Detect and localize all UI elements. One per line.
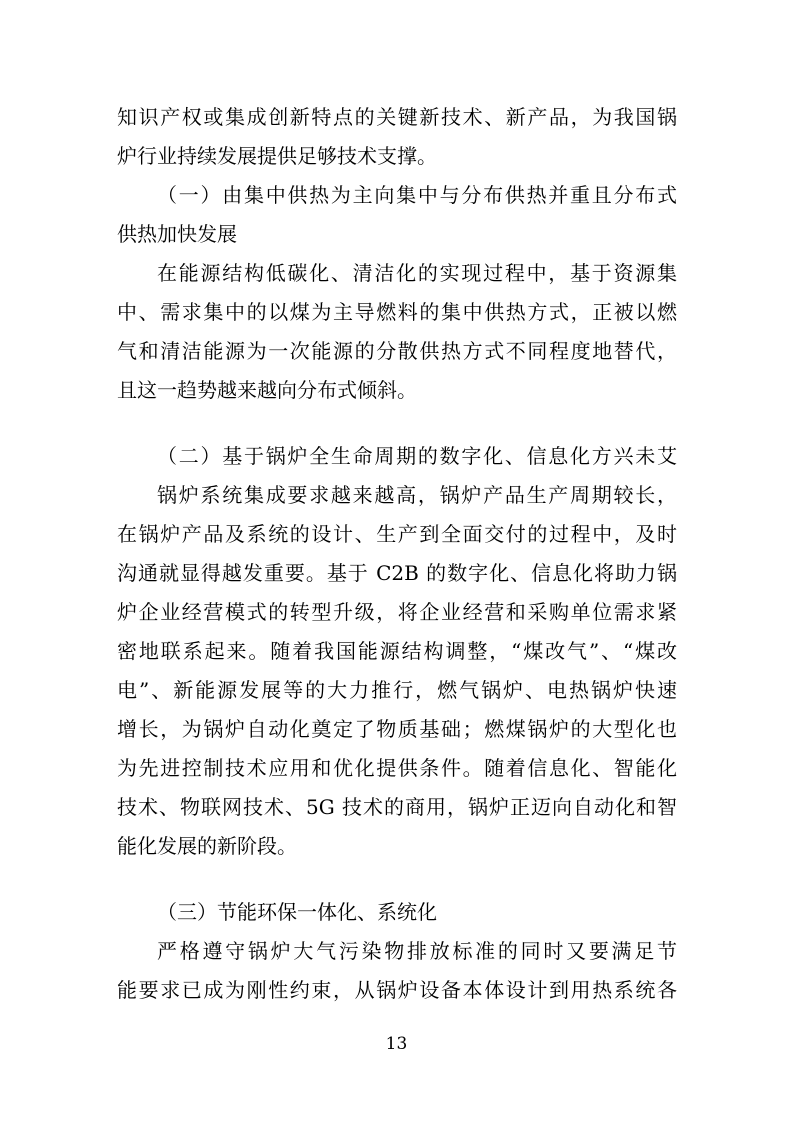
text-line: 沟通就显得越发重要。基于 C2B 的数字化、信息化将助力锅	[117, 561, 677, 585]
section-heading: （一）由集中供热为主向集中与分布供热并重且分布式	[157, 183, 677, 207]
text-line: 技术、物联网技术、5G 技术的商用，锅炉正迈向自动化和智	[117, 795, 677, 819]
text-line: 中、需求集中的以煤为主导燃料的集中供热方式，正被以燃	[117, 300, 677, 324]
text-line: 在能源结构低碳化、清洁化的实现过程中，基于资源集	[157, 261, 677, 285]
text-line: 能要求已成为刚性约束，从锅炉设备本体设计到用热系统各	[117, 978, 677, 1002]
section-heading: （二）基于锅炉全生命周期的数字化、信息化方兴未艾	[157, 444, 677, 468]
text-line: 气和清洁能源为一次能源的分散供热方式不同程度地替代，	[117, 339, 677, 363]
text-line: 为先进控制技术应用和优化提供条件。随着信息化、智能化	[117, 756, 677, 780]
text-line: 且这一趋势越来越向分布式倾斜。	[117, 378, 417, 402]
text-line: 能化发展的新阶段。	[117, 834, 297, 858]
text-line: 严格遵守锅炉大气污染物排放标准的同时又要满足节	[157, 939, 677, 963]
text-line: 炉企业经营模式的转型升级，将企业经营和采购单位需求紧	[117, 600, 677, 624]
text-line: 知识产权或集成创新特点的关键新技术、新产品，为我国锅	[117, 105, 677, 129]
text-line: 锅炉系统集成要求越来越高，锅炉产品生产周期较长，	[157, 483, 677, 507]
text-line: 密地联系起来。随着我国能源结构调整，“煤改气”、“煤改	[117, 639, 677, 663]
section-heading-continuation: 供热加快发展	[117, 222, 237, 246]
page-number: 13	[385, 1034, 408, 1054]
text-line: 电”、新能源发展等的大力推行，燃气锅炉、电热锅炉快速	[117, 678, 677, 702]
section-heading: （三）节能环保一体化、系统化	[157, 900, 437, 924]
text-line: 在锅炉产品及系统的设计、生产到全面交付的过程中，及时	[117, 522, 677, 546]
text-line: 增长，为锅炉自动化奠定了物质基础；燃煤锅炉的大型化也	[117, 717, 677, 741]
text-line: 炉行业持续发展提供足够技术支撑。	[117, 144, 437, 168]
